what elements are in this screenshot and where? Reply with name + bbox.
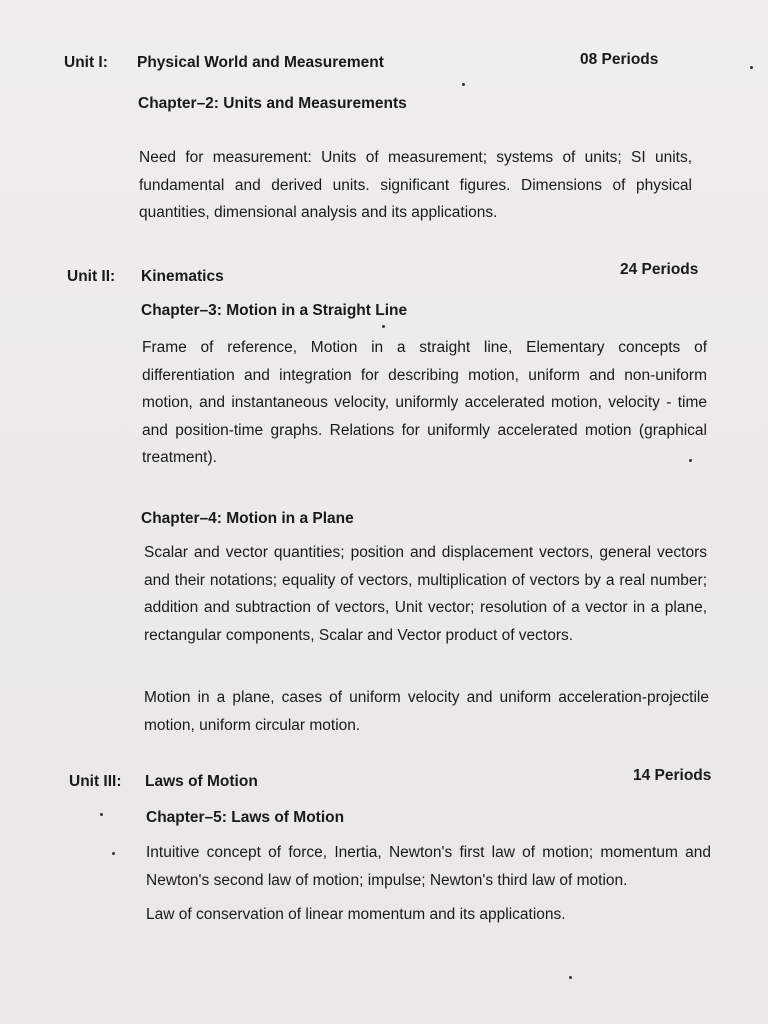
chapter-3-paragraph: Frame of reference, Motion in a straight line, Elementary concepts of differentiation and integration for describing motion, uniform and non-uniform motion, and instantaneous velocity, uniformly accelerated motion, velocity - time and position-time graphs. Relations for uniformly accelerated motion (graphical treatment).	[142, 339, 707, 466]
chapter-3-heading: Chapter–3: Motion in a Straight Line	[141, 302, 408, 319]
unit-1-title: Physical World and Measurement	[137, 54, 384, 71]
chapter-5-heading: Chapter–5: Laws of Motion	[146, 809, 345, 826]
unit-2-periods: 24 Periods	[620, 261, 699, 278]
chapter-5-paragraph-2: Law of conservation of linear momentum and its applications.	[146, 906, 566, 923]
scan-speck	[689, 459, 692, 462]
scan-speck	[750, 66, 753, 69]
unit-3-label: Unit III:	[69, 773, 122, 790]
scan-speck	[100, 813, 103, 816]
chapter-5-paragraph-1: Intuitive concept of force, Inertia, Newton's first law of motion; momentum and Newton's second law of motion; impulse; Newton's third law of motion.	[146, 844, 711, 889]
unit-3-periods: 14 Periods	[633, 767, 712, 784]
unit-2-title: Kinematics	[141, 268, 224, 285]
scan-speck	[382, 325, 385, 328]
chapter-4-heading: Chapter–4: Motion in a Plane	[141, 510, 354, 527]
scan-speck	[462, 83, 465, 86]
unit-2-label: Unit II:	[67, 268, 116, 285]
scan-speck	[112, 852, 115, 855]
chapter-2-paragraph: Need for measurement: Units of measurement; systems of units; SI units, fundamental and derived units. significant figures. Dimensions of physical quantities, dimensional analysis and its applications.	[139, 149, 692, 221]
chapter-2-heading: Chapter–2: Units and Measurements	[138, 95, 407, 112]
chapter-4-paragraph-1: Scalar and vector quantities; position and displacement vectors, general vectors and their notations; equality of vectors, multiplication of vectors by a real number; addition and subtraction of vectors, Unit vector; resolution of a vector in a plane, rectangular components, Scalar and Vector product of vectors.	[144, 544, 707, 644]
unit-3-title: Laws of Motion	[145, 773, 258, 790]
unit-1-label: Unit I:	[64, 54, 108, 71]
scan-speck	[569, 976, 572, 979]
chapter-4-paragraph-2: Motion in a plane, cases of uniform velocity and uniform acceleration-projectile motion, uniform circular motion.	[144, 689, 709, 734]
unit-1-periods: 08 Periods	[580, 51, 659, 68]
